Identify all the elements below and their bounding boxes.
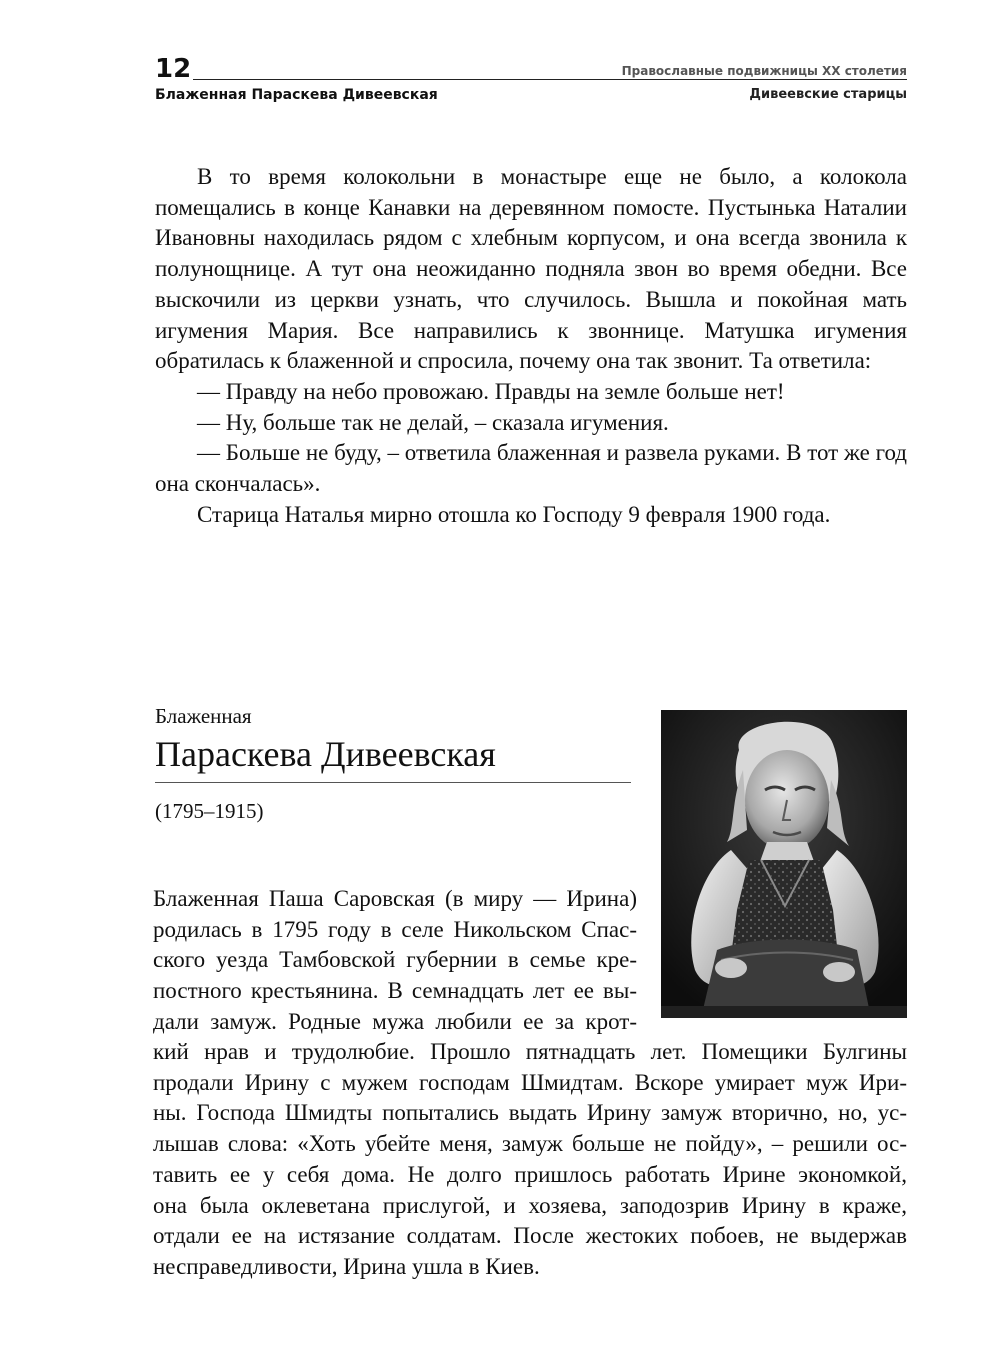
text-line: кий нрав и трудолюбие. Прошло пятнадцать лет. Помещики Булгины xyxy=(153,1039,907,1064)
text-line: ского уезда Тамбовской губернии в семье кре- xyxy=(153,947,637,973)
text-line: Блаженная Паша Саровская (в миру — Ирина) xyxy=(153,886,637,911)
text-line: родилась в 1795 году в селе Никольском Спас- xyxy=(153,916,637,942)
section-title: Параскева Дивеевская xyxy=(155,734,496,774)
biography-text xyxy=(153,1037,907,1283)
text-line: она была оклеветана прислугой, и хозяева, заподозрив Ирину в краже, xyxy=(153,1192,907,1218)
previous-section-text xyxy=(155,162,907,530)
text-line: тавить ее у себя дома. Не долго пришлось работать Ирине экономкой, xyxy=(153,1161,907,1187)
page-number: 12 xyxy=(155,54,192,84)
portrait-photo xyxy=(661,710,907,1018)
chapter-title-right: Дивеевские старицы xyxy=(749,87,907,102)
text-line: постного крестьянина. В семнадцать лет ее вы- xyxy=(153,978,637,1004)
paragraph: Старица Наталья мирно отошла ко Господу 9 февраля 1900 года. xyxy=(197,501,831,527)
text-line: несправедливости, Ирина ушла в Киев. xyxy=(153,1253,540,1279)
header-rule xyxy=(193,79,907,80)
dialogue-line: — Больше не буду, – ответила блаженная и развела руками. В тот же год она скончалась». xyxy=(155,440,907,497)
text-line: отдали ее на истязание солдатам. После жестоких побоев, не выдержав xyxy=(153,1223,907,1249)
portrait-image xyxy=(661,710,907,1018)
section-rule xyxy=(155,782,631,783)
text-line: продали Ирину с мужем господам Шмидтам. Вскоре умирает муж Ири- xyxy=(153,1069,907,1095)
section-heading xyxy=(155,702,635,825)
text-line: дали замуж. Родные мужа любили ее за крот- xyxy=(153,1008,637,1034)
section-kicker: Блаженная xyxy=(155,704,252,728)
text-line: ны. Господа Шмидты попытались выдать Ирину замуж вторично, но, ус- xyxy=(153,1100,907,1126)
dialogue-line: — Правду на небо провожаю. Правды на земле больше нет! xyxy=(197,378,785,404)
running-header xyxy=(155,52,907,112)
biography-text-wrapped xyxy=(153,884,637,1038)
dialogue-line: — Ну, больше так не делай, – сказала игумения. xyxy=(197,409,669,435)
life-years: (1795–1915) xyxy=(155,799,264,823)
chapter-title-left: Блаженная Параскева Дивеевская xyxy=(155,87,438,103)
text-line: лышав слова: «Хоть убейте меня, замуж больше не пойду», – решили ос- xyxy=(153,1131,907,1157)
paragraph: В то время колокольни в монастыре еще не было, а колокола помещались в конце Канавки на деревянном помосте. Пустынька Наталии Ивановны находилась рядом с хлебным корпусом, и она всегда звонила к полунощнице. А тут она неожиданно подняла звон во время обедни. Все выскочили из церкви узнать, что случилось. Вышла и покойная мать игумения Мария. Все направились к звоннице. Матушка игумения обратилась к блаженной и спросила, почему она так звонит. Та ответила: xyxy=(155,164,907,374)
book-title: Православные подвижницы XX столетия xyxy=(621,64,907,78)
